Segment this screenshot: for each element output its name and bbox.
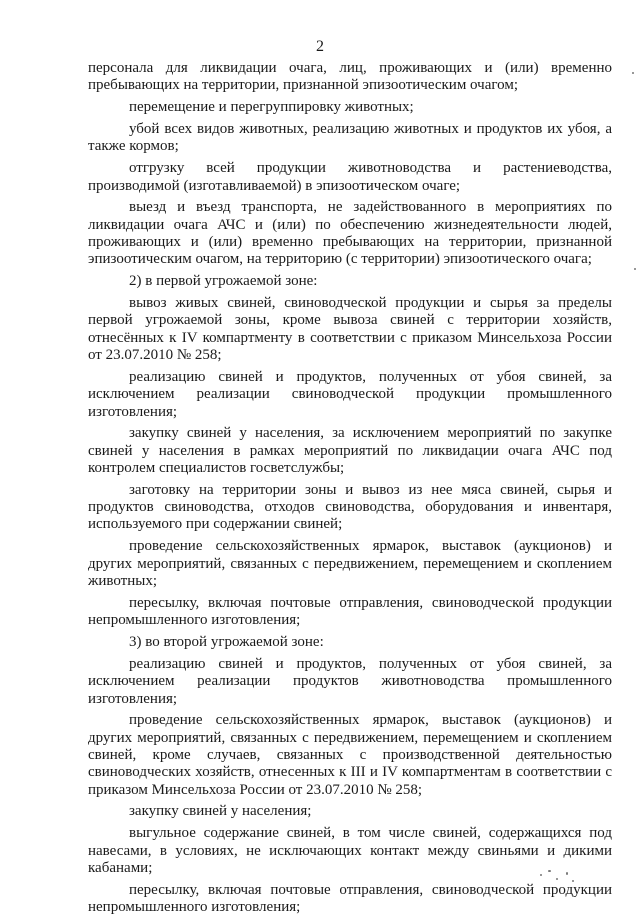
document-body: [88, 60, 612, 921]
paragraph: выгульное содержание свиней, в том числе свиней, содержащихся под навесами, в условиях, не исключающих контакт между свиньями и дикими кабанами;: [88, 825, 612, 876]
paragraph: убой всех видов животных, реализацию животных и продуктов их убоя, а также кормов;: [88, 121, 612, 155]
scan-speck: [632, 72, 634, 74]
paragraph: перемещение и перегруппировку животных;: [129, 99, 414, 116]
page-number: 2: [316, 38, 324, 55]
paragraph: закупку свиней у населения, за исключением мероприятий по закупке свиней у населения в рамках мероприятий по ликвидации очага АЧС под контролем специалистов госветслужбы;: [88, 425, 612, 476]
paragraph: отгрузку всей продукции животноводства и растениеводства, производимой (изготавливаемой) в эпизоотическом очаге;: [88, 160, 612, 194]
paragraph: закупку свиней у населения;: [129, 803, 312, 820]
scan-speck: [548, 870, 551, 872]
paragraph: проведение сельскохозяйственных ярмарок, выставок (аукционов) и других мероприятий, связанных с передвижением, перемещением и скоплением свиней, кроме случаев, связанных с производственной деятельностью свиноводческих хозяйств, отнесенных к III и IV компартментам в соответствии с приказом Минсельхоза России от 23.07.2010 № 258;: [88, 712, 612, 798]
paragraph: пересылку, включая почтовые отправления, свиноводческой продукции непромышленного изготовления;: [88, 594, 612, 629]
section-heading: 2) в первой угрожаемой зоне:: [129, 273, 318, 290]
paragraph: выезд и въезд транспорта, не задействованного в мероприятиях по ликвидации очага АЧС и (или) по обеспечению жизнедеятельности людей, проживающих и (или) временно пребывающих на территории, признанной эпизоотическим очагом, на территорию (с территории) эпизоотического очага;: [88, 199, 612, 268]
scan-speck: [540, 874, 542, 876]
paragraph: заготовку на территории зоны и вывоз из нее мяса свиней, сырья и продуктов свиноводства, отходов свиноводства, оборудования и инвентаря, используемого при содержании свиней;: [88, 481, 612, 533]
paragraph: вывоз живых свиней, свиноводческой продукции и сырья за пределы первой угрожаемой зоны, кроме вывоза свиней с территории хозяйств, отнесённых к IV компартменту в соответствии с приказом Минсельхоза России от 23.07.2010 № 258;: [88, 295, 612, 364]
scan-speck: [634, 268, 636, 270]
section-heading: 3) во второй угрожаемой зоне:: [129, 634, 324, 651]
paragraph: реализацию свиней и продуктов, полученных от убоя свиней, за исключением реализации продуктов животноводства промышленного изготовления;: [88, 655, 612, 707]
scan-speck: [572, 880, 574, 882]
paragraph: пересылку, включая почтовые отправления, свиноводческой продукции непромышленного изготовления;: [88, 881, 612, 916]
paragraph: персонала для ликвидации очага, лиц, проживающих и (или) временно пребывающих на территории, признанной эпизоотическим очагом;: [88, 60, 612, 94]
paragraph: реализацию свиней и продуктов, полученных от убоя свиней, за исключением реализации свиноводческой продукции промышленного изготовления;: [88, 368, 612, 420]
scan-speck: [556, 878, 558, 880]
paragraph: проведение сельскохозяйственных ярмарок, выставок (аукционов) и других мероприятий, связанных с передвижением, перемещением и скоплением животных;: [88, 538, 612, 589]
scan-speck: [566, 872, 568, 875]
